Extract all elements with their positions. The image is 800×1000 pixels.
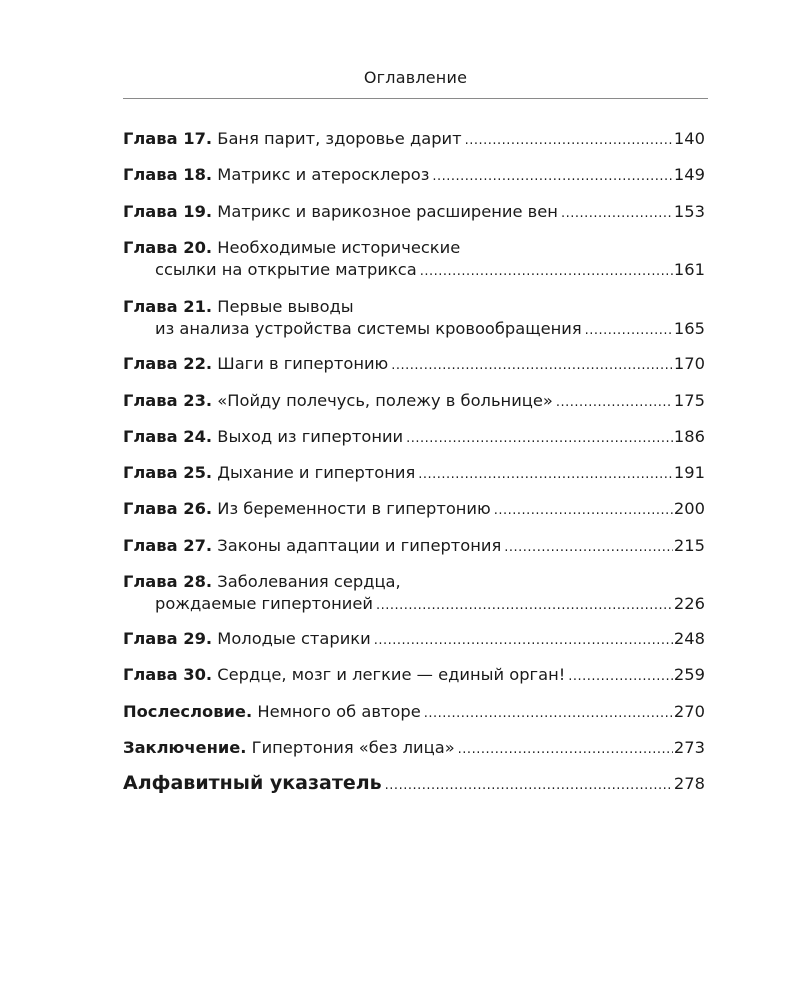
toc-entry-label: Глава 19. bbox=[123, 202, 213, 221]
toc-entry-label: Глава 27. bbox=[123, 536, 213, 555]
dot-leader bbox=[465, 128, 673, 152]
toc-entry-title: Немного об авторе bbox=[257, 702, 421, 721]
toc-entry-label: Глава 23. bbox=[123, 391, 213, 410]
toc-entry-title: Гипертония «без лица» bbox=[251, 738, 455, 757]
dot-leader bbox=[458, 737, 673, 761]
toc-entry-title: Заболевания сердца, bbox=[217, 572, 401, 591]
toc-entry-label: Глава 26. bbox=[123, 499, 213, 518]
toc-entry-title: Сердце, мозг и легкие — единый орган! bbox=[217, 665, 566, 684]
toc-entry-page: 278 bbox=[673, 774, 705, 793]
toc-entry-page: 215 bbox=[673, 536, 705, 555]
toc-entry-label: Послесловие. bbox=[123, 702, 253, 721]
toc-entry-page: 175 bbox=[673, 391, 705, 410]
toc-entry-chapter-21[interactable] bbox=[123, 296, 705, 342]
toc-entry-page: 200 bbox=[673, 499, 705, 518]
toc-entry-chapter-22[interactable] bbox=[123, 353, 705, 377]
toc-entry-title: Законы адаптации и гипертония bbox=[217, 536, 502, 555]
toc-entry-title: Дыхание и гипертония bbox=[217, 463, 416, 482]
toc-entry-page: 140 bbox=[673, 129, 705, 148]
dot-leader bbox=[556, 390, 673, 414]
dot-leader bbox=[406, 426, 673, 450]
toc-entry-page: 161 bbox=[673, 260, 705, 279]
dot-leader bbox=[391, 353, 673, 377]
dot-leader bbox=[585, 318, 673, 342]
toc-entry-label: Глава 25. bbox=[123, 463, 213, 482]
toc-entry-title: Выход из гипертонии bbox=[217, 427, 404, 446]
toc-entry-label: Алфавитный указатель bbox=[123, 772, 382, 794]
dot-leader bbox=[385, 773, 673, 797]
toc-entry-label: Глава 24. bbox=[123, 427, 213, 446]
toc-entry-title: Необходимые исторические bbox=[217, 238, 461, 257]
dot-leader bbox=[494, 498, 673, 522]
toc-entry-chapter-25[interactable] bbox=[123, 462, 705, 486]
toc-entry-chapter-23[interactable] bbox=[123, 390, 705, 414]
dot-leader bbox=[561, 201, 673, 225]
toc-entry-title: Из беременности в гипертонию bbox=[217, 499, 491, 518]
toc-entry-page: 259 bbox=[673, 665, 705, 684]
toc-entry-label: Глава 28. bbox=[123, 572, 213, 591]
toc-entry-page: 149 bbox=[673, 165, 705, 184]
toc-entry-chapter-24[interactable] bbox=[123, 426, 705, 450]
toc-entry-page: 273 bbox=[673, 738, 705, 757]
toc-entry-page: 248 bbox=[673, 629, 705, 648]
dot-leader bbox=[376, 593, 673, 617]
toc-entry-page: 186 bbox=[673, 427, 705, 446]
dot-leader bbox=[374, 628, 673, 652]
toc-entry-label: Глава 20. bbox=[123, 238, 213, 257]
header-divider bbox=[123, 98, 708, 99]
toc-entry-label: Глава 21. bbox=[123, 297, 213, 316]
toc-entry-chapter-27[interactable] bbox=[123, 535, 705, 559]
toc-entry-page: 270 bbox=[673, 702, 705, 721]
toc-entry-page: 226 bbox=[673, 594, 705, 613]
toc-entry-page: 165 bbox=[673, 319, 705, 338]
dot-leader bbox=[420, 259, 673, 283]
toc-entry-chapter-26[interactable] bbox=[123, 498, 705, 522]
toc-entry-title: Матрикс и атеросклероз bbox=[217, 165, 430, 184]
toc-entry-title: Шаги в гипертонию bbox=[217, 354, 389, 373]
toc-entry-title: Баня парит, здоровье дарит bbox=[217, 129, 462, 148]
toc-entry-title: Молодые старики bbox=[217, 629, 371, 648]
page-header-title: Оглавление bbox=[363, 68, 468, 87]
toc-entry-chapter-18[interactable] bbox=[123, 164, 705, 188]
toc-entry-chapter-20[interactable] bbox=[123, 237, 705, 283]
toc-entry-label: Глава 17. bbox=[123, 129, 213, 148]
dot-leader bbox=[504, 535, 673, 559]
toc-entry-chapter-30[interactable] bbox=[123, 664, 705, 688]
toc-entry-afterword[interactable] bbox=[123, 701, 705, 725]
toc-entry-page: 153 bbox=[673, 202, 705, 221]
toc-entry-title: Первые выводы bbox=[217, 297, 354, 316]
toc-entry-label: Глава 22. bbox=[123, 354, 213, 373]
toc-entry-title-continued: из анализа устройства системы кровообращения bbox=[155, 319, 582, 338]
dot-leader bbox=[568, 664, 673, 688]
toc-entry-label: Глава 29. bbox=[123, 629, 213, 648]
toc-entry-chapter-29[interactable] bbox=[123, 628, 705, 652]
toc-entry-title: «Пойду полечусь, полежу в больнице» bbox=[217, 391, 553, 410]
toc-entry-label: Глава 18. bbox=[123, 165, 213, 184]
toc-entry-index[interactable] bbox=[123, 772, 705, 797]
dot-leader bbox=[432, 164, 673, 188]
dot-leader bbox=[418, 462, 673, 486]
toc-entry-title: Матрикс и варикозное расширение вен bbox=[217, 202, 558, 221]
toc-entry-chapter-28[interactable] bbox=[123, 571, 705, 617]
toc-entry-page: 191 bbox=[673, 463, 705, 482]
toc-entry-title-continued: ссылки на открытие матрикса bbox=[155, 260, 417, 279]
dot-leader bbox=[424, 701, 673, 725]
toc-entry-chapter-17[interactable] bbox=[123, 128, 705, 152]
toc-entry-label: Глава 30. bbox=[123, 665, 213, 684]
toc-entry-label: Заключение. bbox=[123, 738, 247, 757]
toc-entry-title-continued: рождаемые гипертонией bbox=[155, 594, 373, 613]
toc-entry-page: 170 bbox=[673, 354, 705, 373]
toc-entry-chapter-19[interactable] bbox=[123, 201, 705, 225]
toc-entry-conclusion[interactable] bbox=[123, 737, 705, 761]
